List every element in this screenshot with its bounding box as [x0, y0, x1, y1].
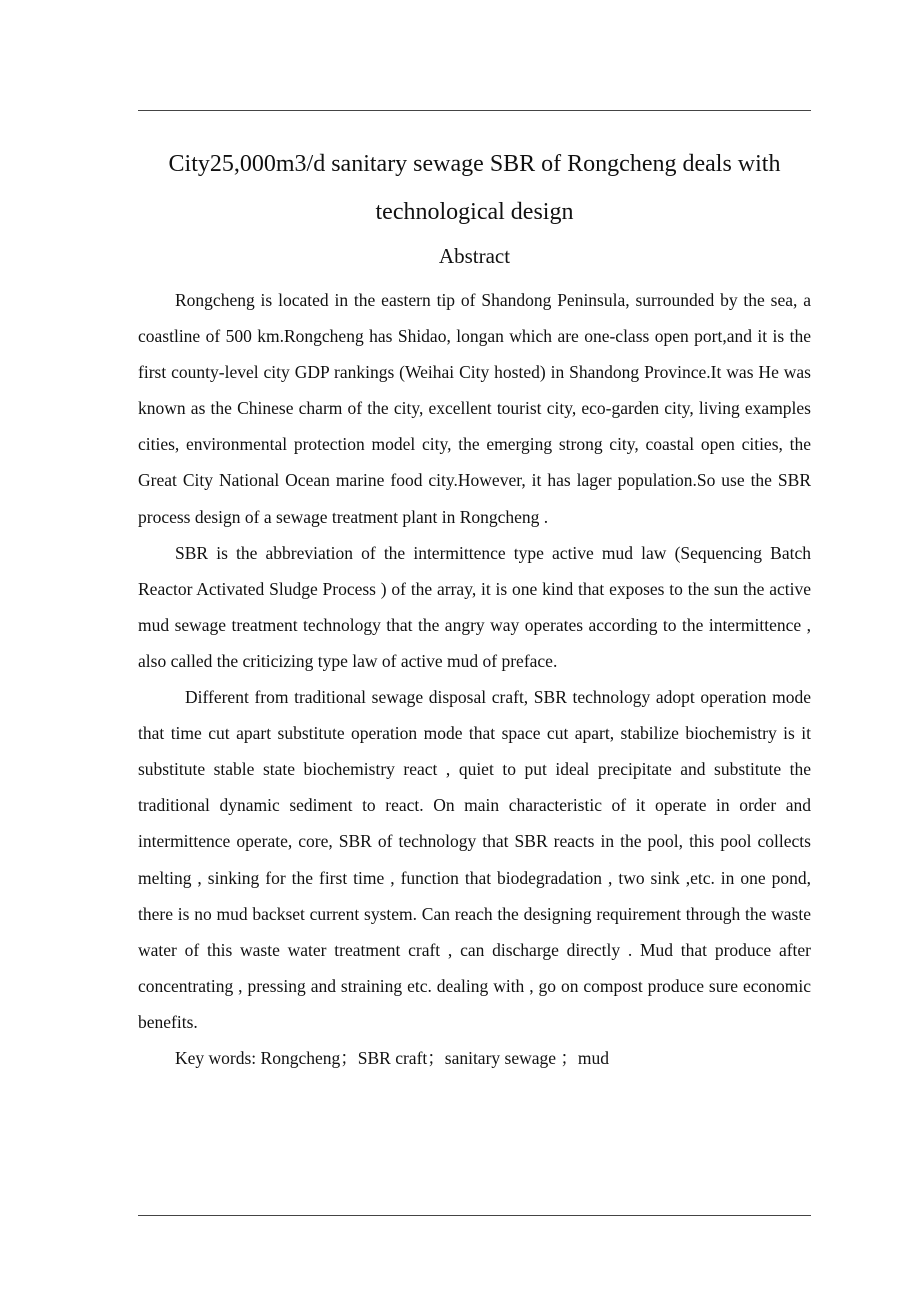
- abstract-paragraph: SBR is the abbreviation of the intermittence type active mud law (Sequencing Batch Reactor Activated Sludge Process ) of the array, it is one kind that exposes to the sun the active mud sewage treatment technology that the angry way operates according to the intermittence , also called the criticizing type law of active mud of preface.: [138, 542, 811, 671]
- abstract-heading: Abstract: [438, 244, 511, 268]
- keywords-line: Key words: Rongcheng；SBR craft；sanitary sewage ；mud: [175, 1047, 610, 1068]
- abstract-paragraph: Rongcheng is located in the eastern tip of Shandong Peninsula, surrounded by the sea, a coastline of 500 km.Rongcheng has Shidao, longan which are one-class open port,and it is the first county-level city GDP rankings (Weihai City hosted) in Shandong Province.It was He was known as the Chinese charm of the city, excellent tourist city, eco-garden city, living examples cities, environmental protection model city, the emerging strong city, coastal open cities, the Great City National Ocean marine food city.However, it has lager population.So use the SBR process design of a sewage treatment plant in Rongcheng .: [138, 290, 811, 527]
- footer-rule: [138, 1215, 811, 1216]
- abstract-body: [138, 282, 811, 1076]
- header-rule: [138, 110, 811, 111]
- document-title: City25,000m3/d sanitary sewage SBR of Rongcheng deals with technological design: [168, 151, 781, 225]
- abstract-paragraph: Different from traditional sewage disposal craft, SBR technology adopt operation mode that time cut apart substitute operation mode that space cut apart, stabilize biochemistry is it substitute stable state biochemistry react , quiet to put ideal precipitate and substitute the traditional dynamic sediment to react. On main characteristic of it operate in order and intermittence operate, core, SBR of technology that SBR reacts in the pool, this pool collects melting , sinking for the first time , function that biodegradation , two sink ,etc. in one pond, there is no mud backset current system. Can reach the designing requirement through the waste water of this waste water treatment craft , can discharge directly . Mud that produce after concentrating , pressing and straining etc. dealing with , go on compost produce sure economic benefits.: [138, 687, 811, 1032]
